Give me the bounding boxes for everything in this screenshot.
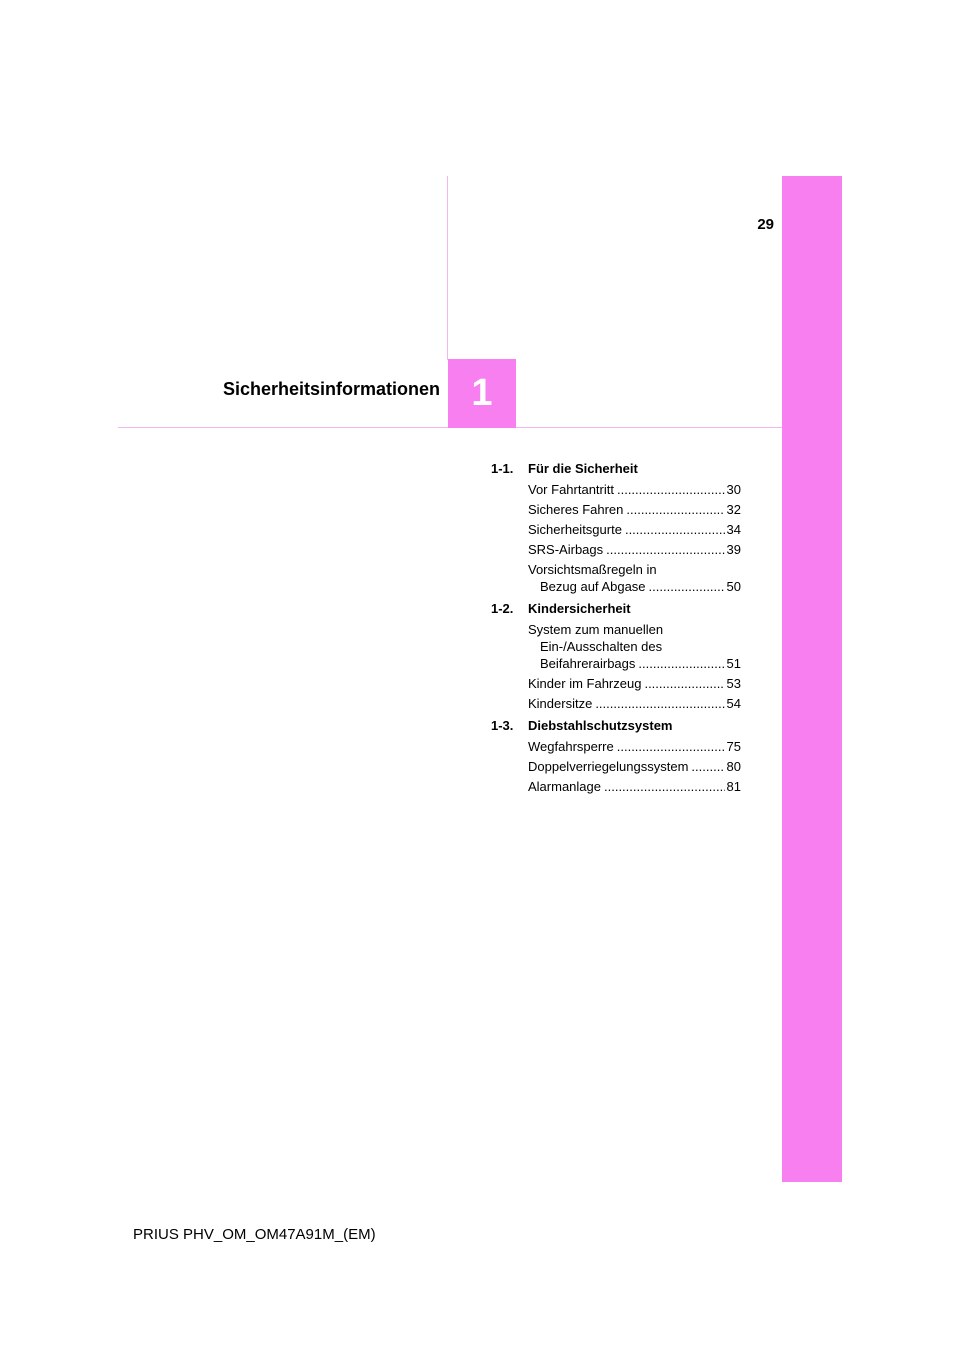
toc-entry-page: 34 bbox=[726, 522, 741, 537]
dot-leader bbox=[691, 758, 724, 775]
toc-entry-title: Sicheres Fahren bbox=[528, 502, 624, 517]
toc-entry-title: Beifahrerairbags bbox=[540, 656, 636, 671]
toc-section-number: 1-1. bbox=[491, 461, 514, 476]
toc-entry-page: 50 bbox=[726, 579, 741, 594]
toc-entry[interactable] bbox=[528, 776, 741, 796]
toc-entry-title: System zum manuellen bbox=[528, 622, 664, 637]
toc-entry-title: Kindersitze bbox=[528, 696, 593, 711]
toc-entry-title: Doppelverriegelungssystem bbox=[528, 759, 689, 774]
dot-leader bbox=[626, 501, 724, 518]
toc-entry-title: Sicherheitsgurte bbox=[528, 522, 622, 537]
toc-section bbox=[491, 459, 741, 596]
toc-entry[interactable] bbox=[528, 539, 741, 559]
toc-entry-title: Bezug auf Abgase bbox=[540, 579, 646, 594]
toc-section-title[interactable]: Kindersicherheit bbox=[528, 601, 631, 616]
chapter-side-tab bbox=[782, 176, 842, 1182]
dot-leader bbox=[649, 578, 725, 595]
toc-entry[interactable] bbox=[528, 479, 741, 499]
toc-entry-title: Wegfahrsperre bbox=[528, 739, 614, 754]
toc-entry-title: Ein-/Ausschalten des bbox=[540, 639, 663, 654]
toc-entry[interactable] bbox=[528, 519, 741, 539]
chapter-number-box bbox=[448, 359, 516, 428]
toc-entry[interactable] bbox=[528, 756, 741, 776]
dot-leader bbox=[644, 675, 724, 692]
table-of-contents bbox=[491, 459, 741, 799]
dot-leader bbox=[617, 738, 725, 755]
toc-entry[interactable] bbox=[528, 559, 741, 596]
toc-section bbox=[491, 599, 741, 713]
toc-entry-title: SRS-Airbags bbox=[528, 542, 604, 557]
toc-section bbox=[491, 716, 741, 796]
toc-entry[interactable] bbox=[528, 693, 741, 713]
toc-entry-title: Vorsichtsmaßregeln in bbox=[528, 562, 657, 577]
toc-entry-title: Kinder im Fahrzeug bbox=[528, 676, 642, 691]
dot-leader bbox=[604, 778, 725, 795]
toc-entry-page: 39 bbox=[726, 542, 741, 557]
dot-leader bbox=[625, 521, 725, 538]
toc-entry[interactable] bbox=[528, 736, 741, 756]
toc-entry-title: Alarmanlage bbox=[528, 779, 601, 794]
toc-entry-page: 30 bbox=[726, 482, 741, 497]
chapter-title: Sicherheitsinformationen bbox=[222, 379, 440, 399]
toc-entry-page: 54 bbox=[726, 696, 741, 711]
document-footer: PRIUS PHV_OM_OM47A91M_(EM) bbox=[133, 1226, 376, 1243]
toc-section-title[interactable]: Für die Sicherheit bbox=[528, 461, 638, 476]
dot-leader bbox=[606, 541, 724, 558]
page-number: 29 bbox=[757, 216, 774, 233]
toc-entry-title: Vor Fahrtantritt bbox=[528, 482, 614, 497]
toc-section-title[interactable]: Diebstahlschutzsystem bbox=[528, 718, 673, 733]
dot-leader bbox=[617, 481, 725, 498]
toc-entry[interactable] bbox=[528, 619, 741, 673]
toc-entry-page: 32 bbox=[726, 502, 741, 517]
toc-entry-page: 81 bbox=[726, 779, 741, 794]
chapter-number: 1 bbox=[471, 372, 493, 414]
toc-section-number: 1-3. bbox=[491, 718, 514, 733]
dot-leader bbox=[595, 695, 724, 712]
vertical-rule bbox=[447, 176, 448, 360]
toc-entry-page: 51 bbox=[726, 656, 741, 671]
toc-entry-page: 53 bbox=[726, 676, 741, 691]
toc-entry[interactable] bbox=[528, 673, 741, 693]
toc-entry[interactable] bbox=[528, 499, 741, 519]
dot-leader bbox=[638, 655, 724, 672]
toc-entry-page: 75 bbox=[726, 739, 741, 754]
toc-section-number: 1-2. bbox=[491, 601, 514, 616]
toc-entry-page: 80 bbox=[726, 759, 741, 774]
